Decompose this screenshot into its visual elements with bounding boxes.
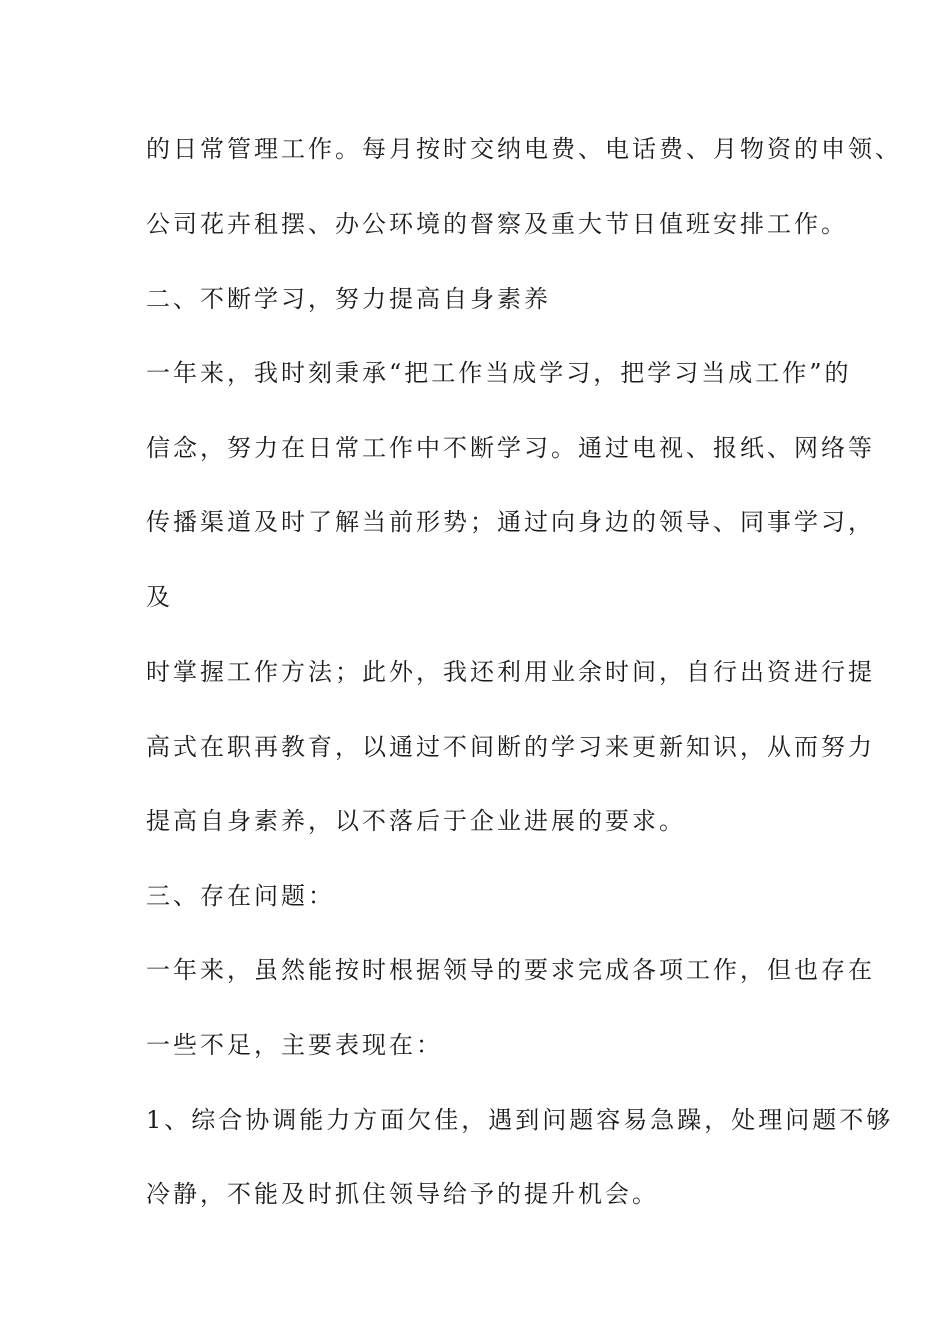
text-line: 高式在职再教育，以通过不间断的学习来更新知识，从而努力 (146, 733, 875, 761)
text-line: 提高自身素养，以不落后于企业进展的要求。 (146, 807, 686, 835)
section-heading: 二、不断学习，努力提高自身素养 (146, 285, 551, 313)
text-line: 1、综合协调能力方面欠佳，遇到问题容易急躁，处理问题不够 (146, 1106, 894, 1134)
text-line: 一年来，我时刻秉承“把工作当成学习，把学习当成工作”的 (146, 359, 852, 387)
text-line: 冷静，不能及时抓住领导给予的提升机会。 (146, 1180, 659, 1208)
text-line: 公司花卉租摆、办公环境的督察及重大节日值班安排工作。 (146, 210, 848, 238)
text-line: 一年来，虽然能按时根据领导的要求完成各项工作，但也存在 (146, 956, 875, 984)
section-heading: 三、存在问题： (146, 882, 335, 910)
text-line: 的日常管理工作。每月按时交纳电费、电话费、月物资的申领、 (146, 135, 902, 163)
text-line: 及 (146, 583, 173, 611)
text-line: 信念，努力在日常工作中不断学习。通过电视、报纸、网络等 (146, 434, 875, 462)
text-line: 传播渠道及时了解当前形势；通过向身边的领导、同事学习， (146, 508, 875, 536)
text-line: 时掌握工作方法；此外，我还利用业余时间，自行出资进行提 (146, 658, 875, 686)
text-line: 一些不足，主要表现在： (146, 1031, 443, 1059)
